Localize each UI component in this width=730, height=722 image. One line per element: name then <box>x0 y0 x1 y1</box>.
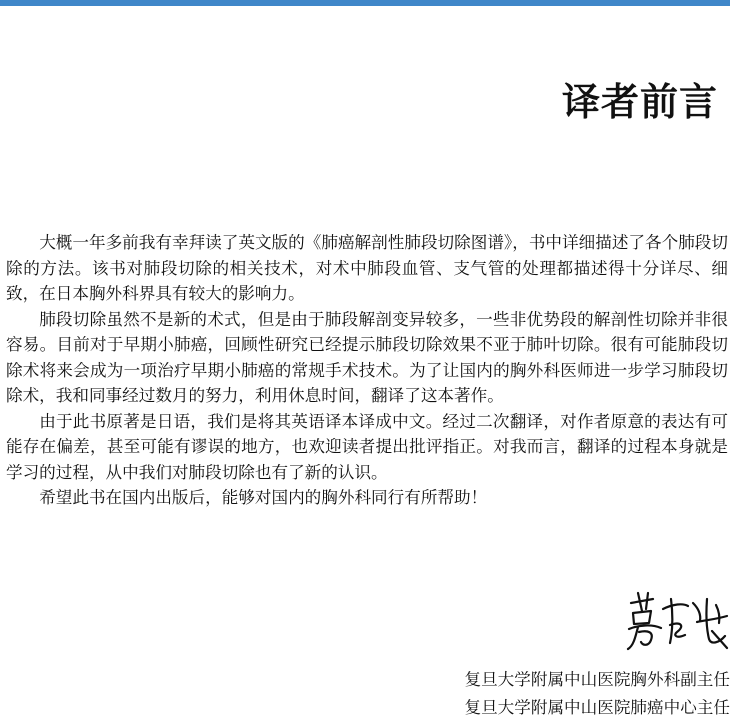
paragraph-3: 由于此书原著是日语，我们是将其英语译本译成中文。经过二次翻译，对作者原意的表达有可能存在偏差，甚至可能有谬误的地方，也欢迎读者提出批评指正。对我而言，翻译的过程本身就是学习的过程，从中我们对肺段切除也有了新的认识。 <box>6 409 728 486</box>
affiliation-line-1: 复旦大学附属中山医院胸外科副主任 <box>465 666 730 694</box>
affiliation-line-2: 复旦大学附属中山医院肺癌中心主任 <box>465 694 730 722</box>
translator-affiliations <box>465 666 730 722</box>
signature-icon <box>615 585 730 655</box>
page-title: 译者前言 <box>562 82 718 122</box>
handwritten-signature <box>615 585 730 655</box>
paragraph-4: 希望此书在国内出版后，能够对国内的胸外科同行有所帮助！ <box>6 485 728 511</box>
paragraph-1: 大概一年多前我有幸拜读了英文版的《肺癌解剖性肺段切除图谱》，书中详细描述了各个肺段切除的方法。该书对肺段切除的相关技术，对术中肺段血管、支气管的处理都描述得十分详尽、细致，在日本胸外科界具有较大的影响力。 <box>6 230 728 307</box>
top-accent-rule <box>0 0 730 6</box>
paragraph-2: 肺段切除虽然不是新的术式，但是由于肺段解剖变异较多，一些非优势段的解剖性切除并非很容易。目前对于早期小肺癌，回顾性研究已经提示肺段切除效果不亚于肺叶切除。很有可能肺段切除术将来会成为一项治疗早期小肺癌的常规手术技术。为了让国内的胸外科医师进一步学习肺段切除术，我和同事经过数月的努力，利用休息时间，翻译了这本著作。 <box>6 307 728 409</box>
preface-body <box>6 230 728 511</box>
